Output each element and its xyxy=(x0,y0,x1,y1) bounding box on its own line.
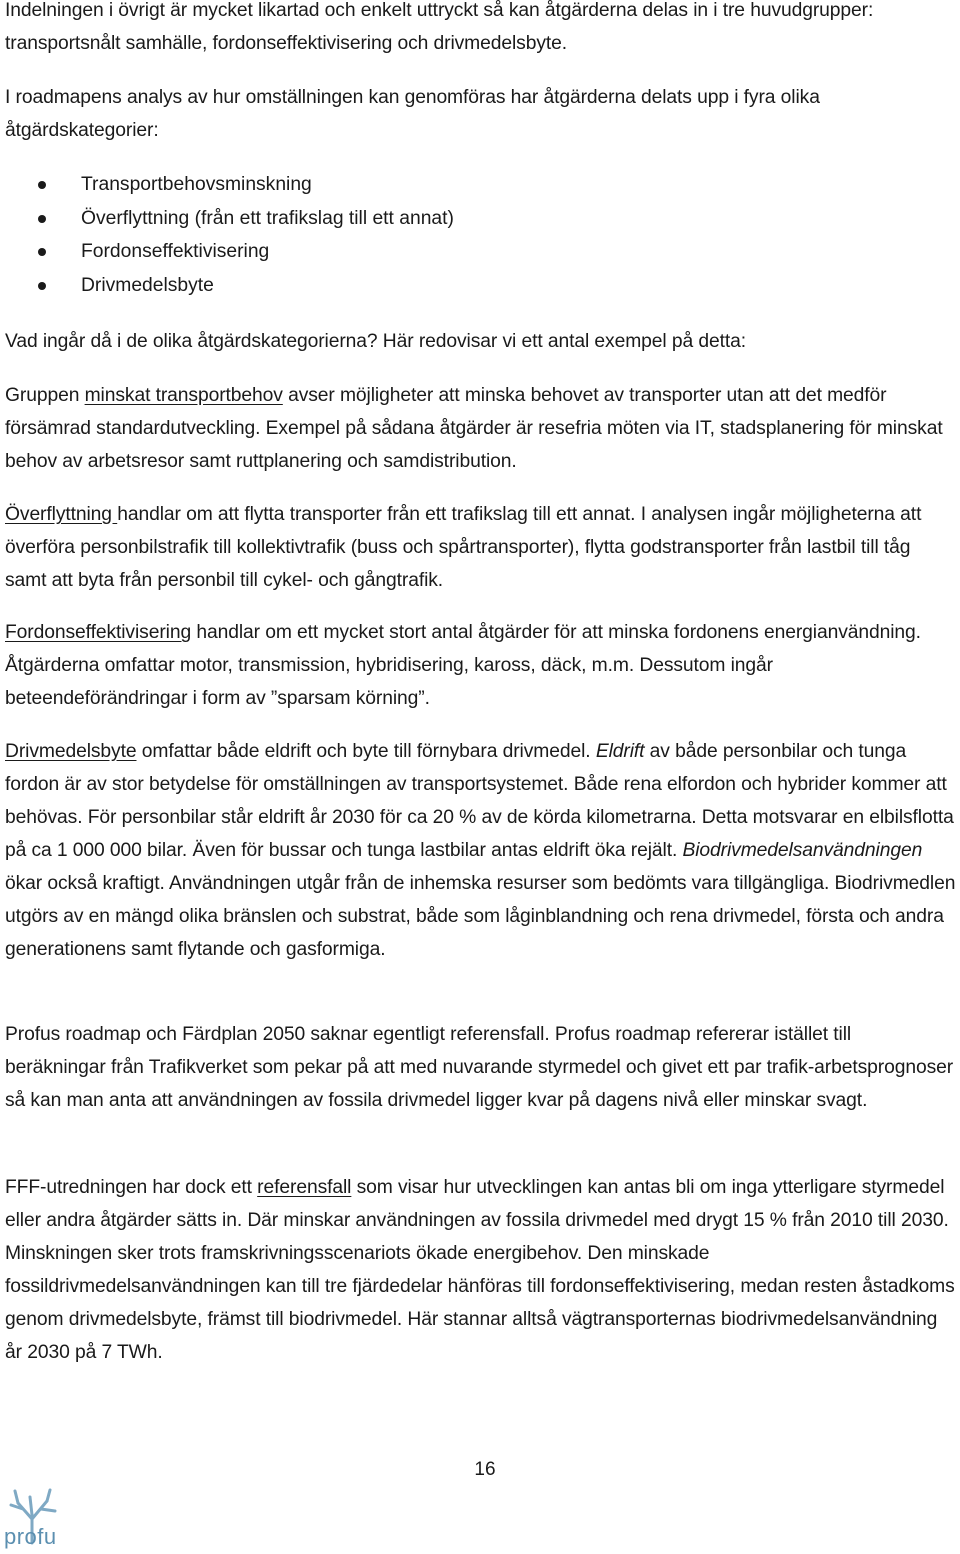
term-vehicle-efficiency: Fordonseffektivisering xyxy=(5,622,192,643)
bullet-dot-icon xyxy=(38,215,46,223)
paragraph-intro: Indelningen i övrigt är mycket likartad och enkelt uttryckt så kan åtgärderna delas in i tre huvudgrupper: transportsnålt samhälle, fordonseffektivisering och drivmedelsbyte. xyxy=(5,0,874,54)
paragraph-fff-reference: FFF-utredningen har dock ett referensfall som visar hur utvecklingen kan antas bli om inga ytterligare styrmedel eller andra åtgärder sätts in. Där minskar användningen av fossila drivmedel med drygt 15 % från 2010 till 2030. Minskningen sker trots framskrivningsscenariots ökade energibehov. Den minskade fossildrivmedelsanvändningen kan till tre fjärdedelar hänföras till fordonseffektivisering, medan resten åstadkoms genom drivmedelsbyte, främst till biodrivmedel. Här stannar alltså vägtransporternas biodrivmedelsanvändning år 2030 på 7 TWh. xyxy=(5,1177,955,1363)
bullet-item: Transportbehovsminskning xyxy=(5,168,905,202)
page-number: 16 xyxy=(474,1459,496,1480)
paragraph-modal-shift: Överflyttning handlar om att flytta transporter från ett trafikslag till ett annat. I analysen ingår möjligheterna att överföra personbilstrafik till kollektivtrafik (buss och spårtransporter), flytta godstransporter från lastbil till tåg samt att byta från personbil till cykel- och gångtrafik. xyxy=(5,504,922,591)
bullet-dot-icon xyxy=(38,282,46,290)
bullet-item: Överflyttning (från ett trafikslag till ett annat) xyxy=(5,202,905,236)
bullet-item: Fordonseffektivisering xyxy=(5,235,905,269)
paragraph-roadmap-analysis: I roadmapens analys av hur omställningen kan genomföras har åtgärderna delats upp i fyra olika åtgärdskategorier: xyxy=(5,87,820,141)
term-fuel-switch: Drivmedelsbyte xyxy=(5,741,137,762)
paragraph-reference-case: Profus roadmap och Färdplan 2050 saknar egentligt referensfall. Profus roadmap refererar istället till beräkningar från Trafikverket som pekar på att med nuvarande styrmedel och givet ett par trafik-arbetsprognoser så kan man anta att användningen av fossila drivmedel ligger kvar på dagens nivå eller minskar svagt. xyxy=(5,1024,954,1111)
category-bullet-list xyxy=(5,168,905,303)
paragraph-transport-demand: Gruppen minskat transportbehov avser möjligheter att minska behovet av transporter utan att det medför försämrad standardutveckling. Exempel på sådana åtgärder är resefria möten via IT, stadsplanering för minskat behov av arbetsresor samt ruttplanering och samdistribution. xyxy=(5,385,943,472)
term-reference-case: referensfall xyxy=(257,1177,352,1198)
bullet-dot-icon xyxy=(38,248,46,256)
bullet-dot-icon xyxy=(38,181,46,189)
paragraph-fuel-switch: Drivmedelsbyte omfattar både eldrift och byte till förnybara drivmedel. Eldrift av både personbilar och tunga fordon är av stor betydelse för omställningen av transportsystemet. Både rena elfordon och hybrider kommer att behövas. För personbilar står eldrift år 2030 för ca 20 % av de körda kilometrarna. Detta motsvarar en elbilsflotta på ca 1 000 000 bilar. Även för bussar och tunga lastbilar antas eldrift öka rejält. Biodrivmedelsanvändningen ökar också kraftigt. Användningen utgår från de inhemska resurser som bedömts vara tillgängliga. Biodrivmedlen utgörs av en mängd olika bränslen och substrat, både som låginblandning och rena drivmedel, första och andra generationens samt flytande och gasformiga. xyxy=(5,741,956,960)
bullet-item: Drivmedelsbyte xyxy=(5,269,905,303)
logo-text: profu xyxy=(4,1524,57,1549)
paragraph-vehicle-efficiency: Fordonseffektivisering handlar om ett mycket stort antal åtgärder för att minska fordonens energianvändning. Åtgärderna omfattar motor, transmission, hybridisering, kaross, däck, m.m. Dessutom ingår beteendeförändringar i form av ”sparsam körning”. xyxy=(5,622,921,709)
term-modal-shift: Överflyttning xyxy=(5,504,118,525)
paragraph-question: Vad ingår då i de olika åtgärdskategorierna? Här redovisar vi ett antal exempel på detta: xyxy=(5,331,747,352)
term-transport-demand: minskat transportbehov xyxy=(84,385,283,406)
